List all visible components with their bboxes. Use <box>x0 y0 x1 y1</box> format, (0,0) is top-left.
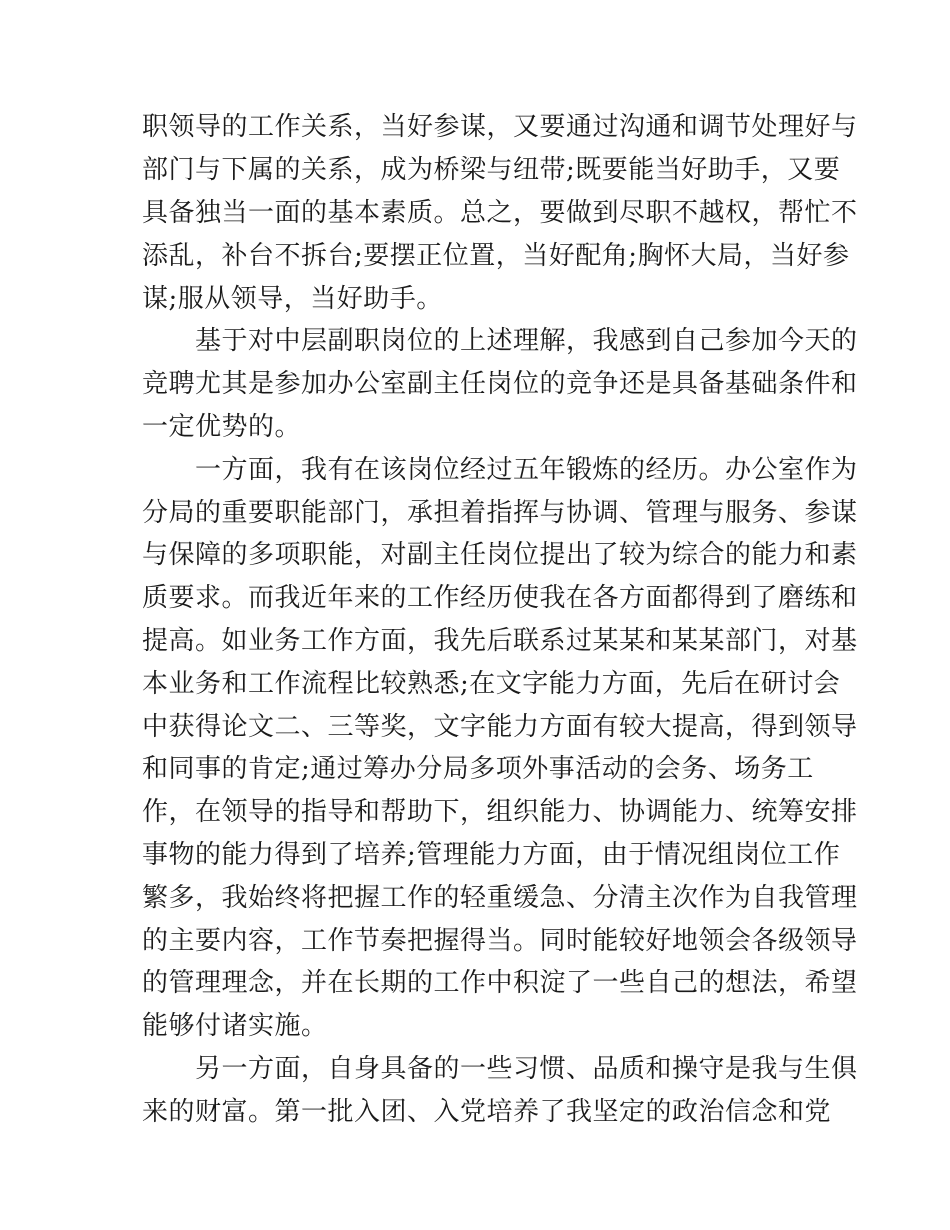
text-line: 作，在领导的指导和帮助下，组织能力、协调能力、统筹安排 <box>142 797 858 827</box>
text-line: 来的财富。第一批入团、入党培养了我坚定的政治信念和党 <box>142 1097 832 1127</box>
text-line: 的管理理念，并在长期的工作中积淀了一些自己的想法，希望 <box>142 968 858 998</box>
text-line: 部门与下属的关系，成为桥梁与纽带;既要能当好助手，又要 <box>142 155 841 185</box>
text-line: 一方面，我有在该岗位经过五年锻炼的经历。办公室作为 <box>142 455 858 485</box>
text-line: 和同事的肯定;通过筹办分局多项外事活动的会务、场务工 <box>142 754 814 784</box>
text-line: 提高。如业务工作方面，我先后联系过某某和某某部门，对基 <box>142 626 858 656</box>
text-line: 基于对中层副职岗位的上述理解，我感到自己参加今天的 <box>142 326 858 356</box>
text-line: 的主要内容，工作节奏把握得当。同时能较好地领会各级领导 <box>142 926 858 956</box>
text-line: 中获得论文二、三等奖，文字能力方面有较大提高，得到领导 <box>142 712 858 742</box>
text-line: 与保障的多项职能，对副主任岗位提出了较为综合的能力和素 <box>142 540 858 570</box>
text-line: 另一方面，自身具备的一些习惯、品质和操守是我与生俱 <box>142 1054 858 1084</box>
text-line: 质要求。而我近年来的工作经历使我在各方面都得到了磨练和 <box>142 583 858 613</box>
text-line: 繁多，我始终将把握工作的轻重缓急、分清主次作为自我管理 <box>142 883 858 913</box>
text-line: 能够付诸实施。 <box>142 1011 328 1041</box>
text-line: 事物的能力得到了培养;管理能力方面，由于情况组岗位工作 <box>142 840 841 870</box>
text-line: 具备独当一面的基本素质。总之，要做到尽职不越权，帮忙不 <box>142 198 858 228</box>
text-line: 职领导的工作关系，当好参谋，又要通过沟通和调节处理好与 <box>142 112 858 142</box>
text-line: 谋;服从领导，当好助手。 <box>142 284 443 314</box>
text-line: 添乱，补台不拆台;要摆正位置，当好配角;胸怀大局，当好参 <box>142 241 850 271</box>
text-line: 竞聘尤其是参加办公室副主任岗位的竞争还是具备基础条件和 <box>142 369 858 399</box>
text-line: 分局的重要职能部门，承担着指挥与协调、管理与服务、参谋 <box>142 498 858 528</box>
text-line: 本业务和工作流程比较熟悉;在文字能力方面，先后在研讨会 <box>142 669 841 699</box>
text-line: 一定优势的。 <box>142 412 302 442</box>
